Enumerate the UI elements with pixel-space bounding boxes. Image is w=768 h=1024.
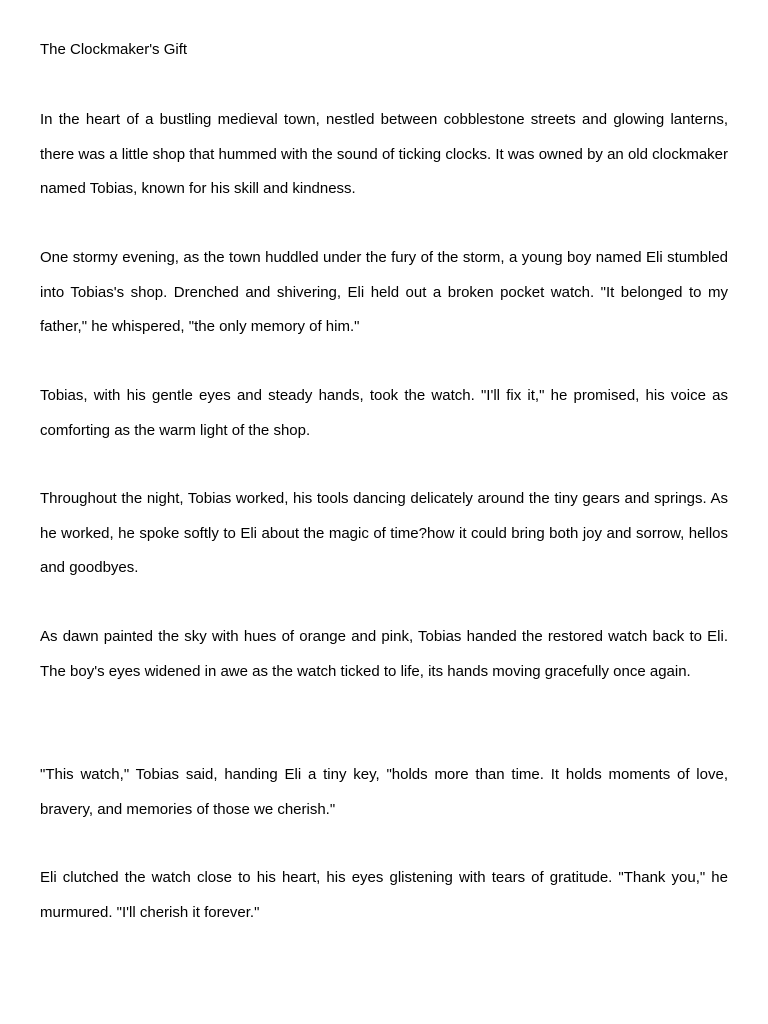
document-title: The Clockmaker's Gift (40, 41, 188, 58)
paragraph-3: Tobias, with his gentle eyes and steady hands, took the watch. "I'll fix it," he promised, his voice as comforting as the warm light of the shop. (40, 387, 728, 439)
paragraph-1: In the heart of a bustling medieval town, nestled between cobblestone streets and glowing lanterns, there was a little shop that hummed with the sound of ticking clocks. It was owned by an old clockmaker named Tobias, known for his skill and kindness. (40, 111, 728, 197)
paragraph-5: As dawn painted the sky with hues of orange and pink, Tobias handed the restored watch back to Eli. The boy's eyes widened in awe as the watch ticked to life, its hands moving gracefully once again. (40, 628, 728, 680)
paragraph-7: Eli clutched the watch close to his heart, his eyes glistening with tears of gratitude. "Thank you," he murmured. "I'll cherish it forever." (40, 869, 728, 921)
paragraph-4: Throughout the night, Tobias worked, his tools dancing delicately around the tiny gears and springs. As he worked, he spoke softly to Eli about the magic of time?how it could bring both joy and sorrow, hellos and goodbyes. (40, 490, 728, 576)
paragraph-6: "This watch," Tobias said, handing Eli a tiny key, "holds more than time. It holds moments of love, bravery, and memories of those we cherish." (40, 766, 728, 818)
paragraph-2: One stormy evening, as the town huddled under the fury of the storm, a young boy named Eli stumbled into Tobias's shop. Drenched and shivering, Eli held out a broken pocket watch. "It belonged to my father," he whispered, "the only memory of him." (40, 249, 728, 335)
